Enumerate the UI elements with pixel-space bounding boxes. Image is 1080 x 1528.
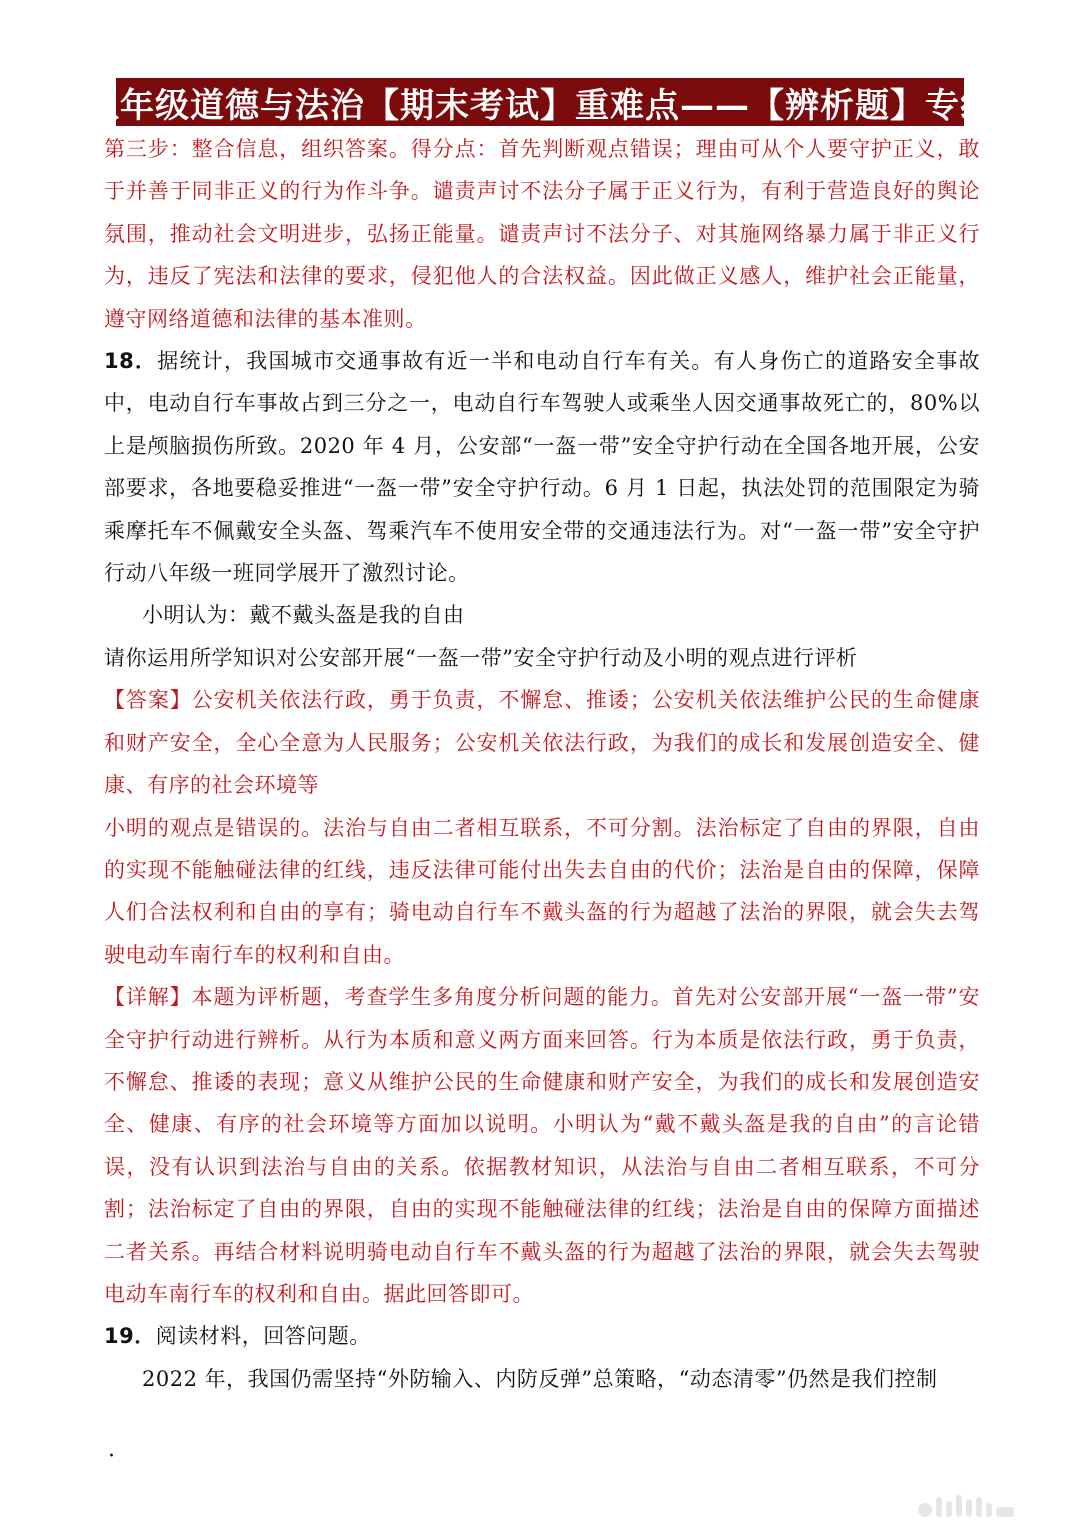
answer-paragraph-2: 小明的观点是错误的。法治与自由二者相互联系，不可分割。法治标定了自由的界限，自由的实现不能触碰法律的红线，违反法律可能付出失去自由的代价；法治是自由的保障，保障人们合法权利和自由的享有；骑电动自行车不戴头盔的行为超越了法治的界限，就会失去驾驶电动车南行车的权利和自由。	[104, 815, 980, 967]
step3-paragraph: 第三步：整合信息，组织答案。得分点：首先判断观点错误；理由可从个人要守护正义，敢于并善于同非正义的行为作斗争。谴责声讨不法分子属于正义行为，有利于营造良好的舆论氛围，推动社会文明进步，弘扬正能量。谴责声讨不法分子、对其施网络暴力属于非正义行为，违反了宪法和法律的要求，侵犯他人的合法权益。因此做正义感人，维护社会正能量，遵守网络道德和法律的基本准则。	[104, 137, 980, 331]
document-body	[104, 128, 980, 1400]
xiaoming-view: 小明认为：戴不戴头盔是我的自由	[142, 603, 465, 628]
detail-tag: 【详解】	[104, 985, 192, 1010]
question-19-number: 19．	[104, 1324, 156, 1349]
question-18-paragraph	[104, 340, 980, 594]
question-18-number: 18．	[104, 349, 158, 374]
answer-text-1: 公安机关依法行政，勇于负责，不懈怠、推诿；公安机关依法维护公民的生命健康和财产安全，全心全意为人民服务；公安机关依法行政，为我们的成长和发展创造安全、健康、有序的社会环境等	[104, 688, 980, 798]
question-18-prompt: 请你运用所学知识对公安部开展“一盔一带”安全守护行动及小明的观点进行评析	[104, 645, 858, 670]
trailing-dot: ·	[108, 1444, 115, 1469]
detail-text: 本题为评析题，考查学生多角度分析问题的能力。首先对公安部开展“一盔一带”安全守护行动进行辨析。从行为本质和意义两方面来回答。行为本质是依法行政，勇于负责，不懈怠、推诿的表现；意义从维护公民的生命健康和财产安全，为我们的成长和发展创造安全、健康、有序的社会环境等方面加以说明。小明认为“戴不戴头盔是我的自由”的言论错误，没有认识到法治与自由的关系。依据教材知识，从法治与自由二者相互联系，不可分割；法治标定了自由的界限，自由的实现不能触碰法律的红线；法治是自由的保障方面描述二者关系。再结合材料说明骑电动自行车不戴头盔的行为超越了法治的界限，就会失去驾驶电动车南行车的权利和自由。据此回答即可。	[104, 985, 981, 1306]
answer-paragraph-1	[104, 679, 980, 806]
question-18-text: 据统计，我国城市交通事故有近一半和电动自行车有关。有人身伤亡的道路安全事故中，电动自行车事故占到三分之一，电动自行车驾驶人或乘坐人因交通事故死亡的，80%以上是颅脑损伤所致。2020 年 4 月，公安部“一盔一带”安全守护行动在全国各地开展，公安部要求，各地要稳妥推进“一盔一带”安全守护行动。6 月 1 日起，执法处罚的范围限定为骑乘摩托车不佩戴安全头盔、驾乘汽车不使用安全带的交通违法行为。对“一盔一带”安全守护行动八年级一班同学展开了激烈讨论。	[104, 349, 980, 586]
answer-tag: 【答案】	[104, 688, 192, 713]
question-19-text: 阅读材料，回答问题。	[155, 1324, 371, 1349]
watermark-logo	[918, 1493, 1058, 1517]
title-banner	[85, 78, 995, 126]
question-19-paragraph	[104, 1315, 980, 1357]
page-title: 八年级道德与法治【期末考试】重难点——【辨析题】专练	[85, 85, 995, 126]
detail-paragraph	[104, 976, 980, 1315]
question-19-material: 2022 年，我国仍需坚持“外防输入、内防反弹”总策略，“动态清零”仍然是我们控制	[142, 1366, 938, 1391]
